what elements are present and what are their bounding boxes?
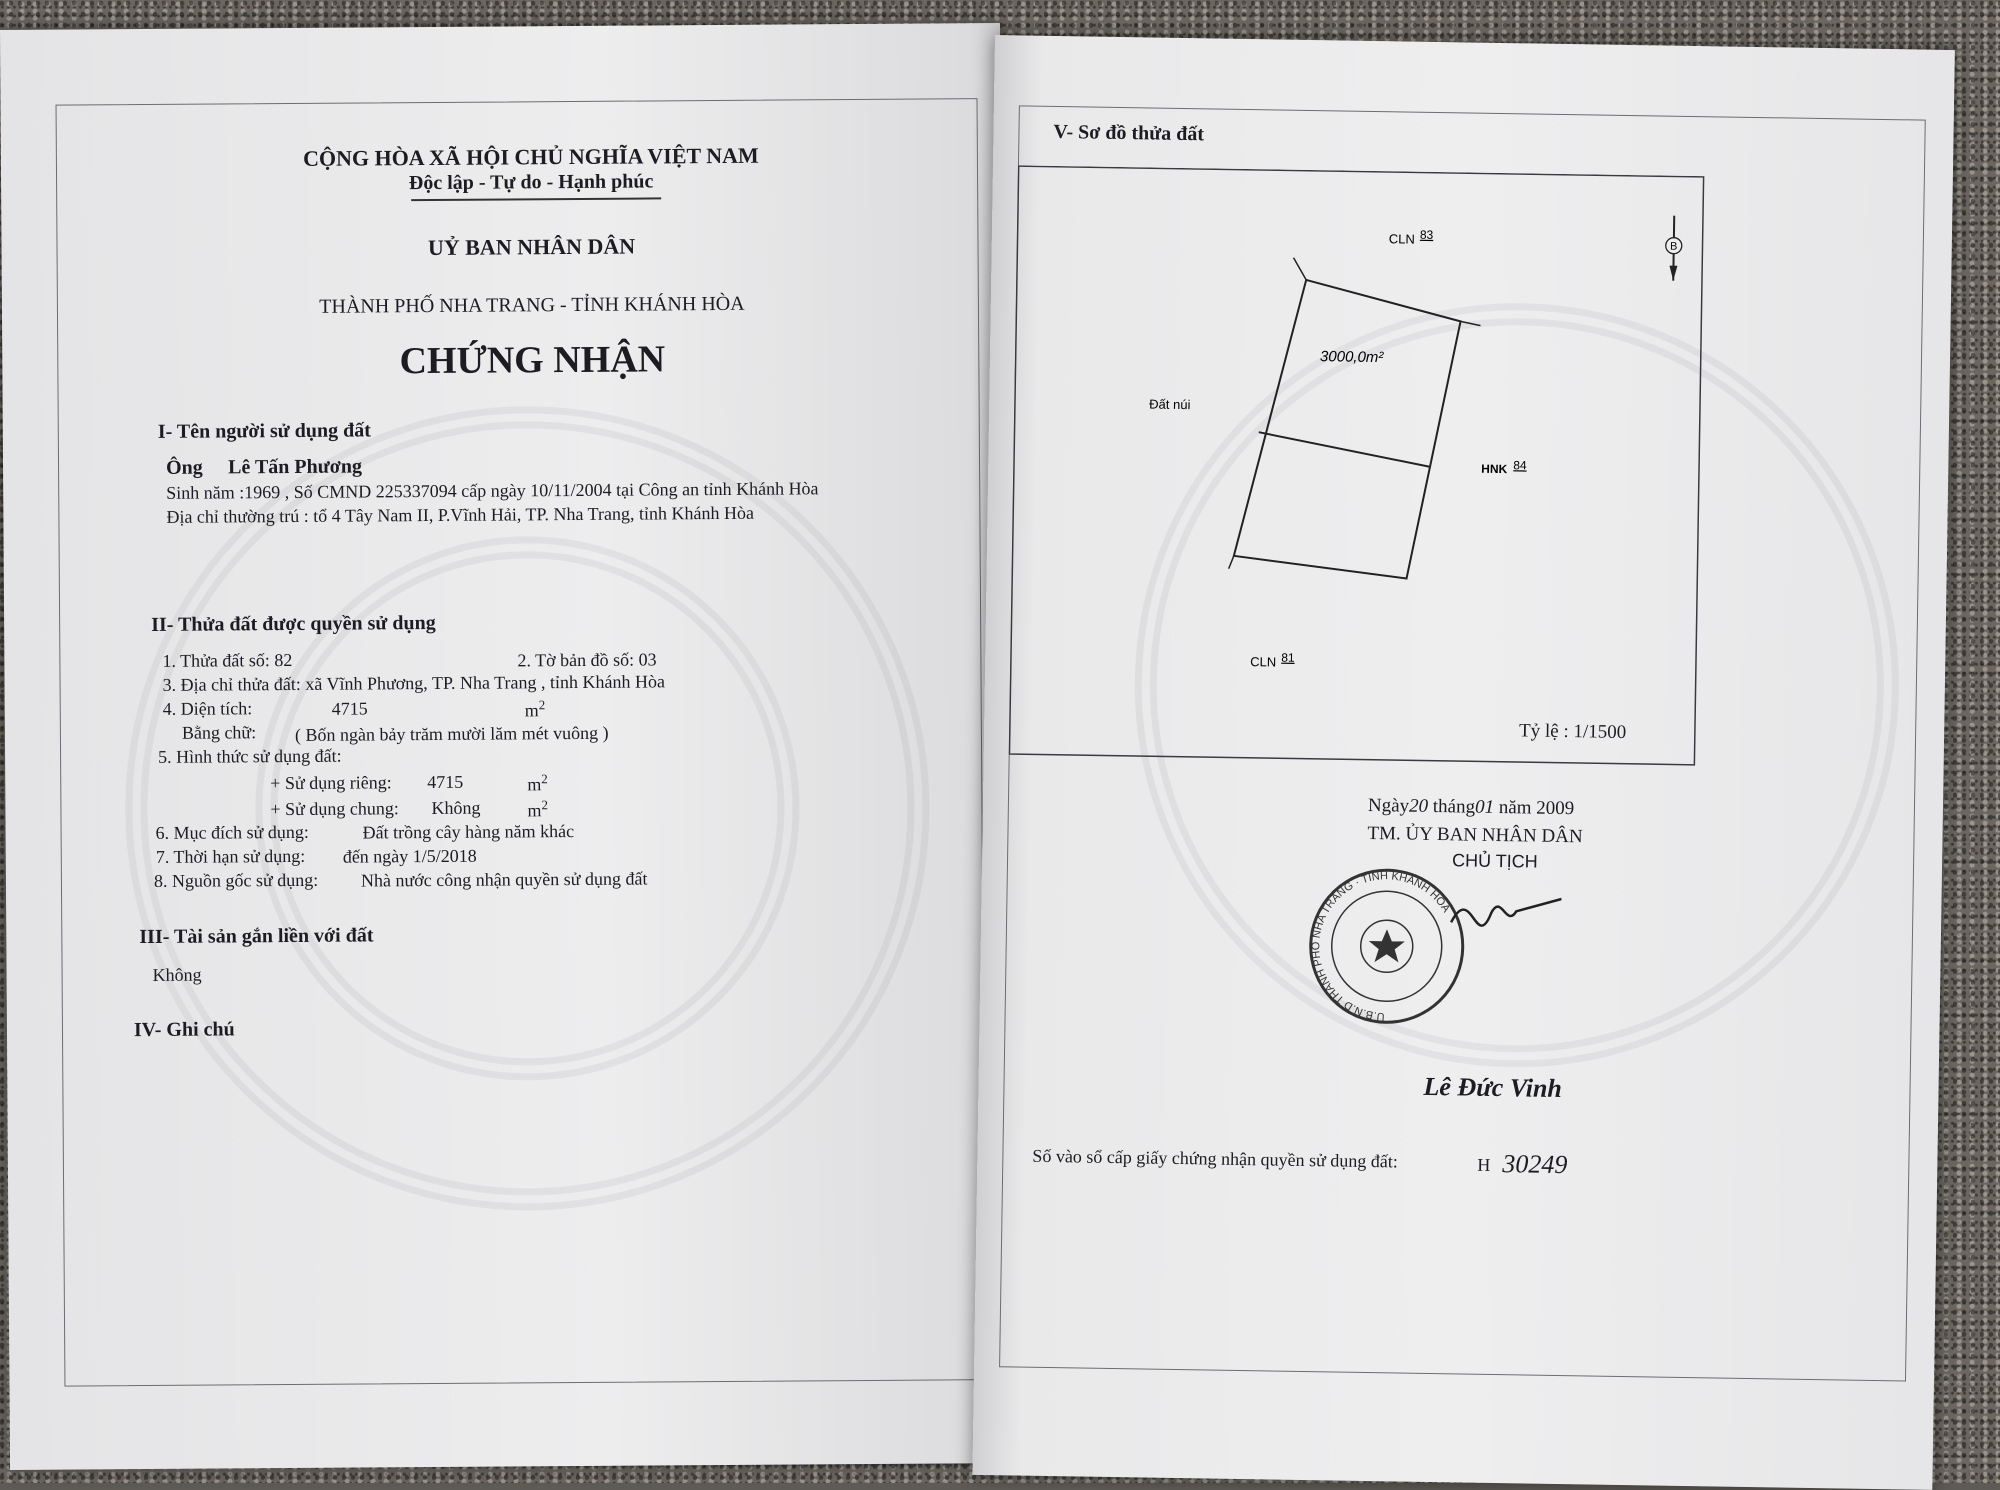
parcel-outline (1234, 279, 1462, 579)
map-sheet-number: 2. Tờ bản đồ số: 03 (517, 649, 657, 671)
shared-use-value: Không (431, 797, 481, 819)
parcel-address: 3. Địa chỉ thửa đất: xã Vĩnh Phương, TP. Nha Trang , tỉnh Khánh Hòa (162, 671, 665, 695)
issue-date: Ngày20 tháng01 năm 2009 (1367, 794, 1575, 820)
right-neighbor-label: HNK (1481, 461, 1508, 477)
private-use-unit: $m^2$ (527, 771, 548, 795)
right-neighbor-number: 84 (1513, 458, 1527, 473)
section-4-heading: IV- Ghi chú (133, 1018, 235, 1042)
parcel-number: 1. Thửa đất số: 82 (162, 649, 293, 671)
term-value: đến ngày 1/5/2018 (342, 845, 477, 867)
section-3-value: Không (152, 964, 202, 985)
parcel-sketch-map (1009, 165, 1738, 776)
registry-label: Số vào sổ cấp giấy chứng nhận quyền sử dụng đất: (1032, 1145, 1398, 1172)
area-unit: $m^2$ (524, 697, 546, 721)
owner-name: Lê Tấn Phương (227, 455, 362, 479)
seal-star (1368, 929, 1405, 963)
registry-number: 30249 (1502, 1149, 1568, 1180)
locality-name: THÀNH PHỐ NHA TRANG - TỈNH KHÁNH HÒA (319, 292, 745, 318)
seal-text: U.B.N.D THÀNH PHỐ NHA TRANG · TỈNH KHÁNH HÒA (1310, 870, 1453, 1023)
section-5-heading: V- Sơ đồ thửa đất (1053, 120, 1205, 146)
signer-name: Lê Đức Vinh (1423, 1071, 1563, 1104)
shared-use-label: + Sử dụng chung: (270, 798, 399, 820)
north-arrow-label: B (1669, 240, 1678, 253)
parcel-divider (1258, 432, 1430, 467)
section-3-heading: III- Tài sản gắn liền với đất (139, 924, 374, 949)
committee-name: UỶ BAN NHÂN DÂN (427, 233, 636, 261)
issuing-organization: TM. ỦY BAN NHÂN DÂN (1367, 822, 1583, 848)
purpose-label: 6. Mục đích sử dụng: (155, 821, 309, 843)
national-title: CỘNG HÒA XÃ HỘI CHỦ NGHĨA VIỆT NAM (302, 142, 759, 171)
boundary-extension-top (1293, 258, 1306, 280)
area-words-label: Bằng chữ: (181, 722, 257, 743)
area-words: ( Bốn ngàn bảy trăm mười lăm mét vuông ) (294, 722, 609, 745)
owner-birth-id: Sinh năm :1969 , Số CMND 225337094 cấp ngày 10/11/2004 tại Công an tỉnh Khánh Hòa (166, 478, 819, 503)
section-2-heading: II- Thửa đất được quyền sử dụng (151, 611, 436, 636)
private-use-value: 4715 (427, 771, 464, 793)
private-use-label: + Sử dụng riêng: (270, 772, 392, 794)
document-title: CHỨNG NHẬN (399, 338, 666, 383)
bottom-neighbor-label: CLN (1250, 654, 1277, 670)
left-page (0, 23, 1010, 1470)
area-label: 4. Diện tích: (162, 698, 253, 719)
chairman-title: CHỦ TỊCH (1451, 850, 1538, 872)
area-value: 4715 (331, 698, 368, 719)
origin-value: Nhà nước công nhận quyền sử dụng đất (360, 868, 648, 891)
purpose-value: Đất trồng cây hàng năm khác (362, 821, 575, 843)
map-frame (1009, 166, 1703, 765)
top-neighbor-label: CLN (1388, 231, 1415, 247)
right-page (972, 35, 1955, 1490)
signature-scribble (1451, 897, 1561, 927)
north-arrow-head (1669, 266, 1677, 281)
boundary-extension-bottom (1229, 556, 1234, 569)
top-neighbor-number: 83 (1419, 227, 1434, 242)
map-scale: Tỷ lệ : 1/1500 (1518, 720, 1627, 744)
motto: Độc lập - Tự do - Hạnh phúc (408, 170, 654, 195)
boundary-extension-right (1460, 321, 1480, 325)
usage-form-label: 5. Hình thức sử dụng đất: (158, 745, 342, 767)
term-label: 7. Thời hạn sử dụng: (155, 845, 306, 867)
shared-use-unit: $m^2$ (527, 797, 548, 821)
registry-prefix: H (1477, 1154, 1491, 1175)
bottom-neighbor-number: 81 (1281, 650, 1295, 665)
owner-title: Ông (165, 456, 203, 479)
inner-area-label: 3000,0m² (1319, 348, 1384, 367)
section-1-heading: I- Tên người sử dụng đất (157, 419, 372, 443)
owner-address: Địa chỉ thường trú : tổ 4 Tây Nam II, P.Vĩnh Hải, TP. Nha Trang, tỉnh Khánh Hòa (166, 502, 755, 527)
origin-label: 8. Nguồn gốc sử dụng: (153, 869, 319, 891)
official-seal (1299, 860, 1562, 1034)
left-neighbor-label: Đất núi (1149, 396, 1191, 413)
